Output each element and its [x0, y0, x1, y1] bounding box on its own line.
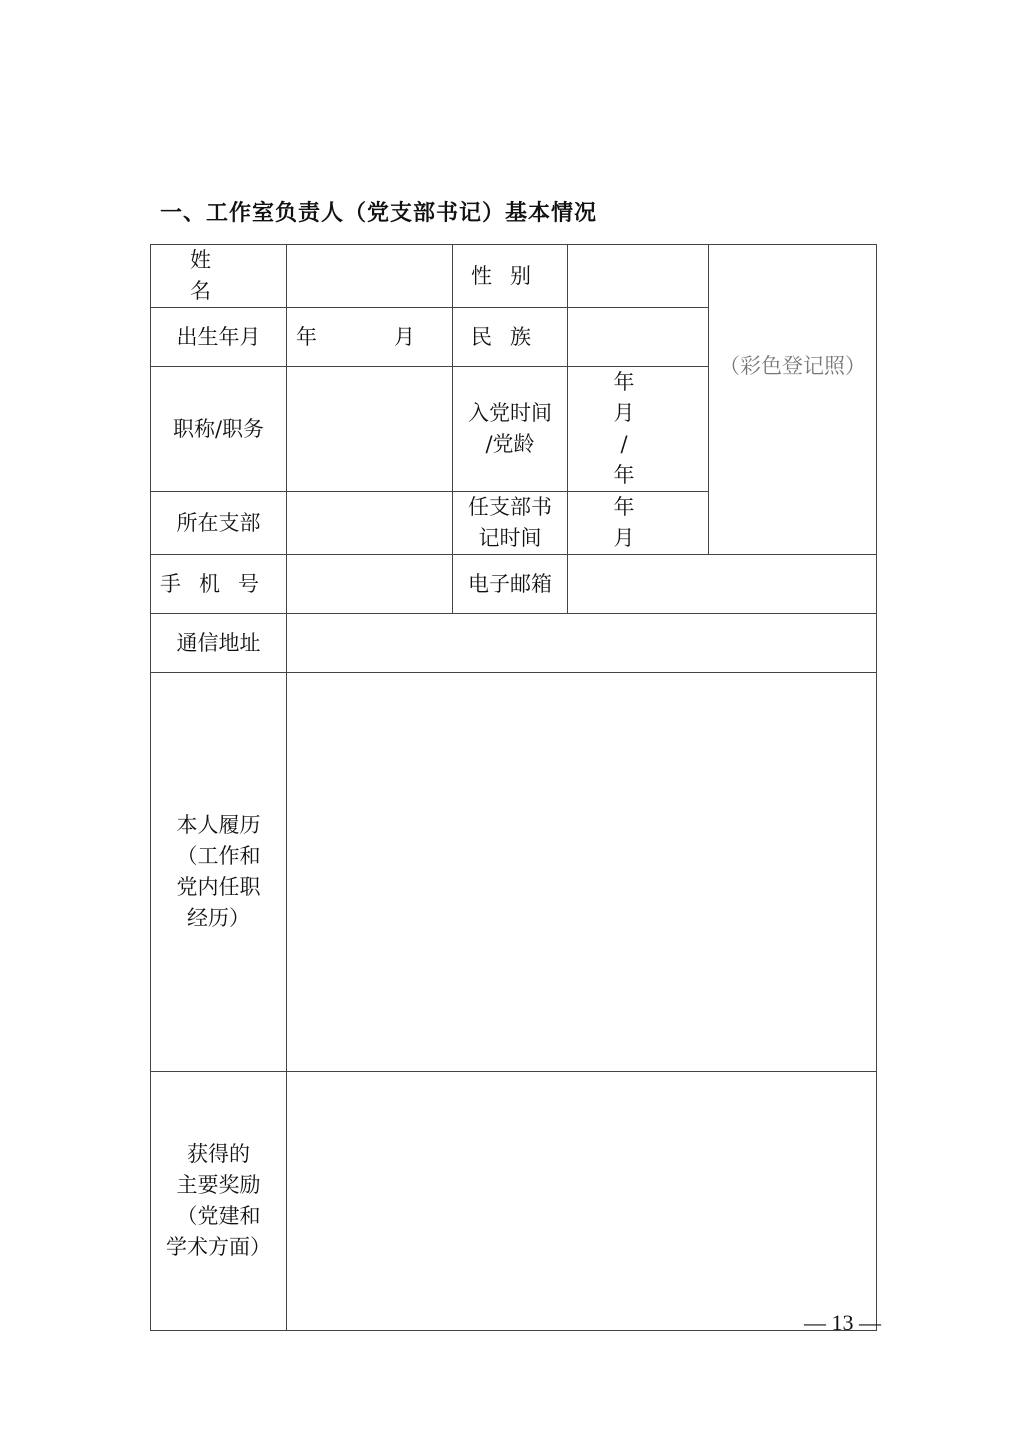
phone-label: 手机号 — [151, 555, 287, 614]
secretary-time-field[interactable]: 年 月 — [568, 492, 709, 555]
email-label: 电子邮箱 — [453, 555, 568, 614]
title-label: 职称/职务 — [151, 367, 287, 492]
secretary-label-line2: 记时间 — [478, 526, 542, 550]
join-party-label-line1: 入党时间 — [468, 401, 552, 425]
name-field[interactable] — [287, 245, 453, 308]
ethnicity-label: 民族 — [453, 308, 568, 367]
gender-label: 性别 — [453, 245, 568, 308]
join-party-label-line2: /党龄 — [485, 432, 535, 456]
page-number: — 13 — — [804, 1310, 881, 1335]
join-party-value-line1: 年 月 — [613, 370, 712, 425]
join-party-label — [453, 367, 568, 492]
address-label: 通信地址 — [151, 614, 287, 673]
basic-info-form — [150, 244, 877, 1331]
awards-label: 获得的 主要奖励 （党建和 学术方面） — [151, 1072, 287, 1331]
name-label: 姓 名 — [151, 245, 287, 308]
birth-field[interactable]: 年 月 — [287, 308, 453, 367]
secretary-time-label — [453, 492, 568, 555]
branch-field[interactable] — [287, 492, 453, 555]
ethnicity-field[interactable] — [568, 308, 709, 367]
join-party-field[interactable] — [568, 367, 754, 492]
email-field[interactable] — [568, 555, 877, 614]
section-heading: 一、工作室负责人（党支部书记）基本情况 — [160, 201, 598, 226]
title-field[interactable] — [287, 367, 453, 492]
address-field[interactable] — [287, 614, 877, 673]
gender-field[interactable] — [568, 245, 709, 308]
resume-field[interactable] — [287, 673, 877, 1072]
join-party-value-line2: / 年 — [613, 432, 754, 487]
birth-label: 出生年月 — [151, 308, 287, 367]
secretary-label-line1: 任支部书 — [468, 495, 552, 519]
resume-label: 本人履历 （工作和 党内任职 经历） — [151, 673, 287, 1072]
awards-field[interactable] — [287, 1072, 877, 1331]
photo-note: （彩色登记照） — [719, 354, 866, 378]
phone-field[interactable] — [287, 555, 453, 614]
photo-box[interactable] — [709, 245, 877, 555]
branch-label: 所在支部 — [151, 492, 287, 555]
